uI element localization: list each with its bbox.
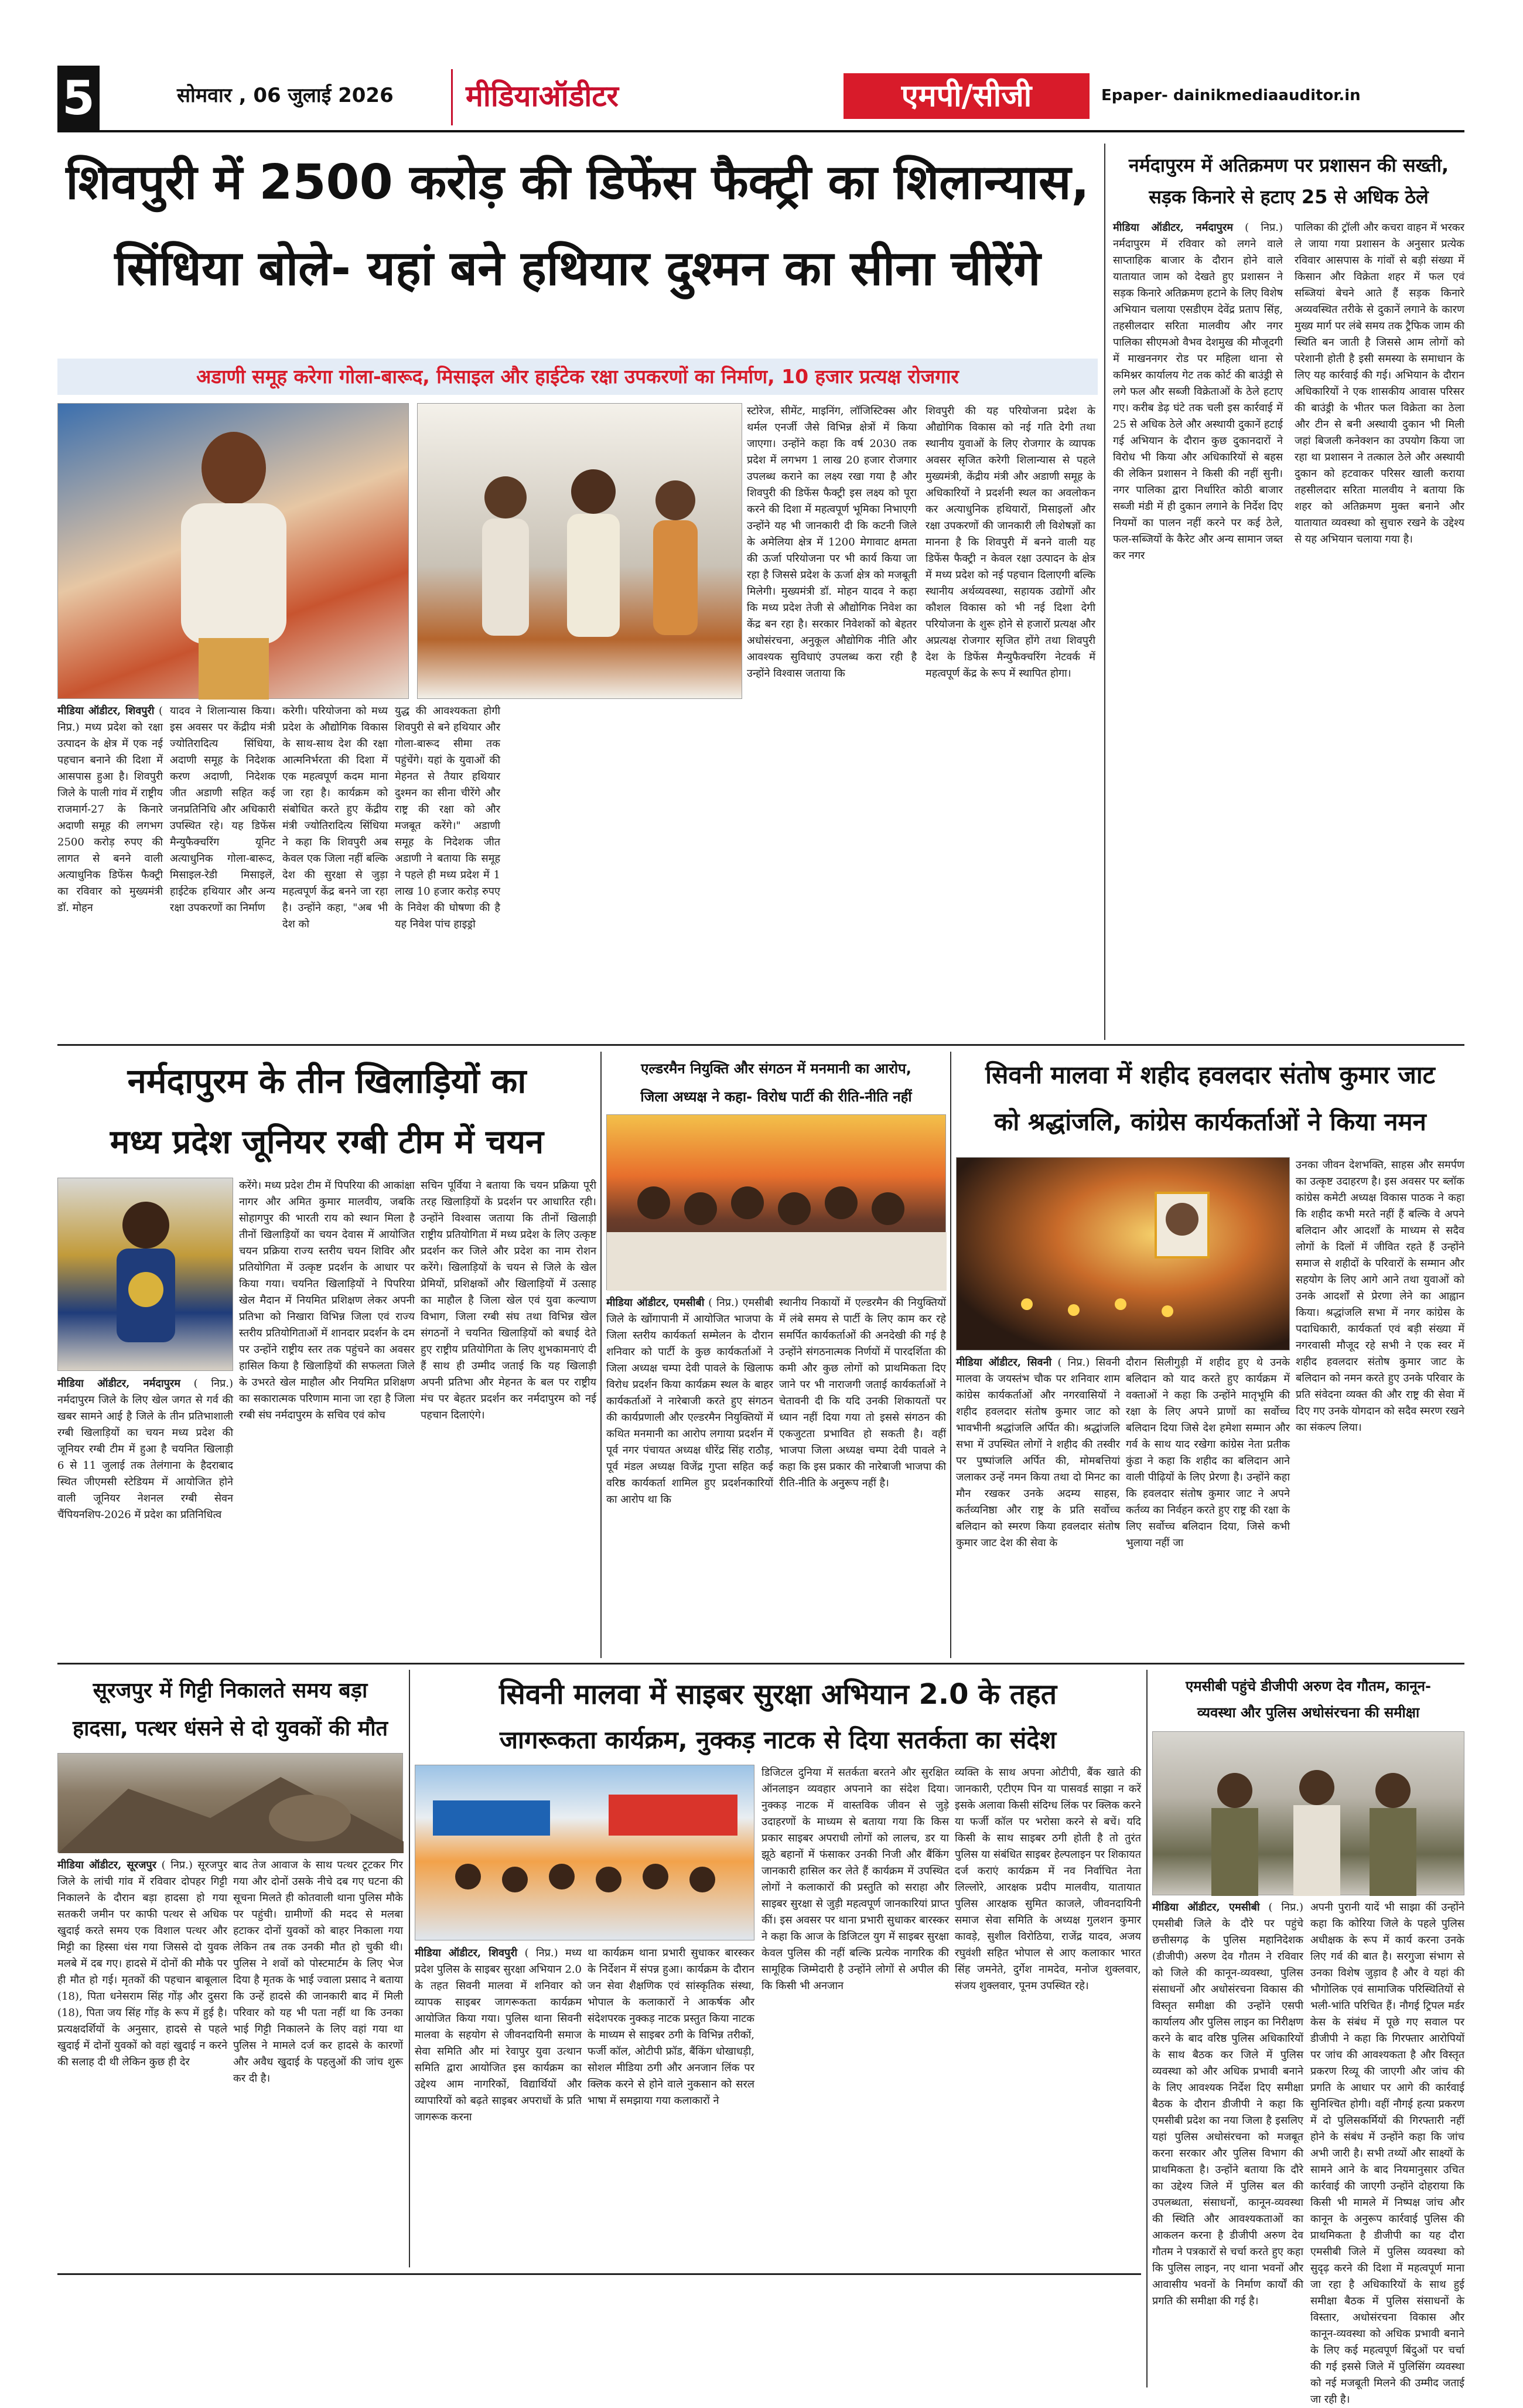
mcb-byline: मीडिया ऑडीटर, एमसीबी bbox=[1152, 1901, 1260, 1914]
cyber-text-1: ( निप्र.) मध्य प्रदेश पुलिस के साइबर सुरक्षा अभियान 2.0 के तहत सिवनी मालवा में शनिवार को व्यापक साइबर जागरूकता कार्यक्रम आयोजित किया गया। पुलिस थाना सिवनी मालवा के सहयोग से जीवनदायिनी समाज सेवा समिति और मां रेवापुर युवा उत्थान समिति द्वारा आयोजित इस कार्यक्रम का उद्देश्य आम नागरिकों, विद्यार्थियों और व्यापारियों को बढ़ते साइबर अपराधों के प्रति जागरूक करना bbox=[415, 1947, 582, 2123]
lead-body-col4: युद्ध की आवश्यकता होगी शिवपुरी से बने हथियार और गोला-बारूद सीमा तक पहुंचेंगे। यहां के युवाओं की मेहनत से तैयार हथियार दुश्मन का सीना चीरेंगे और राष्ट्र की रक्षा को और मजबूत करेंगे।" अडाणी समूह के निदेशक जीत अडाणी ने बताया कि समूह ने पहले ही मध्य प्रदेश में 1 लाख 10 हजार करोड़ रुपए के निवेश की घोषणा की है यह निवेश पांच हाइड्रो bbox=[395, 705, 500, 930]
rugby-body-col2: करेंगे। मध्य प्रदेश टीम में पिपरिया की आकांक्षा नागर और अमित कुमार मालवीय, जबकि सोहागपुर की भारती राय को स्थान मिला है तीनों खिलाड़ियों का चयन देवास में आयोजित चयन प्रक्रिया राज्य स्तरीय चयन शिविर और प्रतियोगिता में उत्कृष्ट प्रदर्शन के आधार पर किया गया। चयनित खिलाड़ियों ने पिपरिया खेल मैदान में नियमित प्रशिक्षण लेकर अपनी प्रतिभा को निखारा विभिन्न जिला एवं राज्य स्तरीय प्रतियोगिताओं में शानदार प्रदर्शन के दम पर उन्होंने राष्ट्रीय स्तर तक पहुंचने का अवसर हासिल किया है खिलाड़ियों की सफलता जिले के उभरते खेल माहौल और नियमित प्रशिक्षण का सकारात्मक परिणाम माना जा रहा है जिला रग्बी संघ नर्मदापुरम के सचिव एवं कोच bbox=[239, 1179, 415, 1421]
lead-text-1: ( निप्र.) मध्य प्रदेश को रक्षा उत्पादन के क्षेत्र में एक नई पहचान बनाने की दिशा में आसपास हुआ है। शिवपुरी जिले के पाली गांव में राष्ट्रीय राजमार्ग-27 के किनारे अदाणी समूह की लगभग 2500 करोड़ रुपए की लागत से बनने वाली अत्याधुनिक डिफेंस फैक्ट्री का रविवार को मुख्यमंत्री डॉ. मोहन bbox=[57, 705, 163, 914]
narmadapuram-body-col2: पालिका की ट्रॉली और कचरा वाहन में भरकर ले जाया गया प्रशासन के अनुसार प्रत्येक रविवार आसपास के गांवों से बड़ी संख्या में किसान और विक्रेता शहर में फल एवं सब्जियां बेचने आते हैं सड़क किनारे अव्यवस्थित तरीके से दुकानें लगाने के कारण मुख्य मार्ग पर लंबे समय तक ट्रैफिक जाम की स्थिति बन जाती है जिससे आम लोगों को परेशानी होती है इसी समस्या के समाधान के लिए यह कार्रवाई की गई। अभियान के दौरान अधिकारियों ने एक शासकीय आवास परिसर की बाउंड्री के भीतर फल विक्रेता का ठेला और टीन से बनी अस्थायी दुकान भी मिली जहां बिजली कनेक्शन का उपयोग किया जा रहा था प्रशासन ने तत्काल ठेले और अस्थायी दुकान को हटवाकर परिसर खाली कराया तहसीलदार सरिता मालवीय ने बताया कि शहर को अतिक्रमण मुक्त बनाने और यातायात व्यवस्था को सुचारु रखने के उद्देश्य से यह अभियान चलाया गया है। bbox=[1295, 221, 1464, 545]
elderman-photo bbox=[606, 1114, 946, 1290]
section-rule-1 bbox=[57, 1044, 1464, 1046]
crowd-figure-icon bbox=[418, 404, 743, 700]
rugby-byline: मीडिया ऑडीटर, नर्मदापुरम bbox=[57, 1377, 180, 1390]
column-divider bbox=[1146, 1670, 1148, 2387]
rugby-headline-line2: मध्य प्रदेश जूनियर रग्बी टीम में चयन bbox=[110, 1123, 544, 1161]
lead-body-col3: करेगी। परियोजना को मध्य प्रदेश के औद्योगिक विकास के साथ-साथ देश की रक्षा आत्मनिर्भरता की दिशा में एक महत्वपूर्ण कदम माना जा रहा है। कार्यक्रम को संबोधित करते हुए केंद्रीय मंत्री ज्योतिरादित्य सिंधिया ने कहा कि शिवपुरी अब केवल एक जिला नहीं बल्कि देश की सुरक्षा से जुड़ा महत्वपूर्ण केंद्र बनने जा रहा है। उन्होंने कहा, "अब भी देश को bbox=[282, 705, 388, 930]
narmadapuram-body-col1 bbox=[1113, 220, 1283, 1040]
lead-headline-line1: शिवपुरी में 2500 करोड़ की डिफेंस फैक्ट्री का शिलान्यास, bbox=[66, 155, 1090, 210]
rugby-body-col3: सचिन पूर्विया ने बताया कि चयन प्रक्रिया पूरी तरह खिलाड़ियों के प्रदर्शन पर आधारित रही। उन्होंने विश्वास जताया कि तीनों खिलाड़ी राष्ट्रीय प्रतियोगिता में मध्य प्रदेश के लिए उत्कृष्ट प्रदर्शन कर जिले और प्रदेश का नाम रोशन करेंगे। खिलाड़ियों के चयन से जिले के खेल प्रेमियों, प्रशिक्षकों और खिलाड़ियों में उत्साह का माहौल है जिला खेल एवं युवा कल्याण विभाग, जिला रग्बी संघ तथा विभिन्न खेल संगठनों ने चयनित खिलाड़ियों को बधाई देते हुए राष्ट्रीय प्रतियोगिता के लिए शुभकामनाएं दी हैं साथ ही उम्मीद जताई कि यह खिलाड़ी अपनी प्रतिभा और मेहनत के बल पर राष्ट्रीय मंच पर बेहतर प्रदर्शन कर नर्मदापुरम को नई पहचान दिलाएंगे। bbox=[421, 1179, 596, 1421]
mcb-body-col2: अपनी पुरानी यादें भी साझा कीं उन्होंने कहा कि कोरिया जिले के पहले पुलिस अधीक्षक के रूप में कार्य करना उनके लिए गर्व की बात है। सरगुजा संभाग से उनका विशेष जुड़ाव है और वे यहां की भौगोलिक एवं सामाजिक परिस्थितियों से भली-भांति परिचित हैं। नौगई ट्रिपल मर्डर केस के संबंध में पूछे गए सवाल पर डीजीपी ने कहा कि गिरफ्तार आरोपियों पर जांच की आवश्यकता है और विस्तृत प्रकरण रिव्यू की जाएगी और जांच की प्रगति के आधार पर आगे की कार्रवाई सुनिश्चित होगी। वहीं नौगई हत्या प्रकरण में दो पुलिसकर्मियों की गिरफ्तारी नहीं होने के संबंध में उन्होंने कहा कि जांच अभी जारी है। सभी तथ्यों और साक्ष्यों के सामने आने के बाद नियमानुसार उचित कार्रवाई की जाएगी उन्होंने दोहराया कि किसी भी मामले में निष्पक्ष जांच और कानून के अनुरूप कार्रवाई पुलिस की प्राथमिकता है डीजीपी का यह दौरा एमसीबी जिले में पुलिस व्यवस्था को सुदृढ़ करने की दिशा में महत्वपूर्ण माना जा रहा है अधिकारियों के साथ हुई समीक्षा बैठक में पुलिस संसाधनों के विस्तार, अधोसंरचना विकास और कानून-व्यवस्था को अधिक प्रभावी बनाने के लिए कई महत्वपूर्ण बिंदुओं पर चर्चा की गई इससे जिले में पुलिसिंग व्यवस्था को नई मजबूती मिलने की उम्मीद जताई जा रही है। bbox=[1310, 1901, 1464, 2406]
brand-logo: मीडियाऑडीटर bbox=[466, 79, 619, 113]
lead-body-col1 bbox=[57, 703, 163, 1043]
santosh-candle-photo bbox=[956, 1157, 1290, 1350]
lead-photo-left bbox=[57, 403, 409, 699]
surajpur-text-1: ( निप्र.) सूरजपुर जिले के लांची गांव में रविवार दोपहर गिट्टी निकालने के दौरान बड़ा हादसा हो गया सतकरी जमीन पर काफी पत्थर से अधिक खुदाई करते समय एक विशाल पत्थर और मिट्टी का हिस्सा धंस गया जिससे दो युवक मलबे में दब गए। हादसे में दोनों की मौके पर ही मौत हो गई। मृतकों की पहचान बाबूलाल (18), पिता धनेसराम सिंह गोंड़ और दुसरा (18), पिता जय सिंह गोंड़ के रूप में हुई है। प्रत्यक्षदर्शियों के अनुसार, हादसे से पहले खुदाई में दोनों युवकों को वहां खुदाई न करने की सलाह दी थी लेकिन कुछ ही देर bbox=[57, 1859, 227, 2068]
trophy-icon bbox=[58, 1178, 234, 1372]
santosh-body-col3: उनका जीवन देशभक्ति, साहस और समर्पण का उत्कृष्ट उदाहरण है। इस अवसर पर ब्लॉक कांग्रेस कमेटी अध्यक्ष विकास पाठक ने कहा कि शहीद कभी मरते नहीं हैं बल्कि वे अपने बलिदान और आदर्शों के माध्यम से सदैव लोगों के दिलों में जीवित रहते हैं उन्होंने समाज से शहीदों के परिवारों के सम्मान और सहयोग के लिए आगे आने तथा युवाओं को उनके आदर्शों से प्रेरणा लेने का आह्वान किया। श्रद्धांजलि सभा में नगर कांग्रेस के पदाधिकारी, कार्यकर्ता एवं बड़ी संख्या में नगरवासी मौजूद रहे सभी ने एक स्वर में शहीद हवलदार संतोष कुमार जाट के बलिदान को नमन करते हुए उनके परिवार के प्रति संवेदना व्यक्त की और राष्ट्र की सेवा में दिए गए उनके योगदान को सदैव स्मरण रखने का संकल्प लिया। bbox=[1296, 1159, 1464, 1434]
lead-byline: मीडिया ऑडीटर, शिवपुरी bbox=[57, 705, 155, 717]
column-divider bbox=[950, 1052, 951, 1658]
crowd-figure-icon bbox=[415, 1765, 755, 1941]
surajpur-headline-line2: हादसा, पत्थर धंसने से दो युवकों की मौत bbox=[72, 1717, 388, 1741]
surajpur-body-col1 bbox=[57, 1857, 227, 2267]
column-divider bbox=[409, 1670, 410, 2267]
santosh-body-col1 bbox=[956, 1355, 1120, 1657]
surajpur-headline-line1: सूरजपुर में गिट्टी निकालते समय बड़ा bbox=[93, 1679, 368, 1703]
police-officers-icon bbox=[1153, 1732, 1465, 1896]
mcb-headline-line1: एमसीबी पहुंचे डीजीपी अरुण देव गौतम, कानून- bbox=[1186, 1678, 1431, 1694]
header-divider bbox=[451, 69, 453, 125]
rugby-text-1: ( निप्र.) नर्मदापुरम जिले के लिए खेल जगत से गर्व की खबर सामने आई है जिले के तीन प्रतिभाशाली रग्बी खिलाड़ियों का चयन मध्य प्रदेश की जूनियर रग्बी टीम में हुआ है चयनित खिलाड़ी 6 से 11 जुलाई तक तेलंगाना के हैदराबाद स्थित जीएमसी स्टेडियम में आयोजित होने वाली जूनियर नेशनल रग्बी सेवन चैंपियनशिप-2026 में प्रदेश का प्रतिनिधित्व bbox=[57, 1377, 233, 1521]
issue-date: सोमवार , 06 जुलाई 2026 bbox=[177, 84, 394, 107]
crowd-figure-icon bbox=[607, 1115, 947, 1291]
lead-body-col2: यादव ने शिलान्यास किया। इस अवसर पर केंद्रीय मंत्री ज्योतिरादित्य सिंधिया, अदाणी समूह के निदेशक करण अदाणी, निदेशक जीत अडाणी सहित कई जनप्रतिनिधि और अधिकारी उपस्थित रहे। यह डिफेंस मैन्युफैक्चरिंग यूनिट अत्याधुनिक गोला-बारूद, मिसाइल-रेडी मिसाइलें, हाईटेक हथियार और अन्य रक्षा उपकरणों का निर्माण bbox=[170, 705, 275, 914]
page-number: 5 bbox=[57, 66, 100, 131]
lead-deck: अडाणी समूह करेगा गोला-बारूद, मिसाइल और हाईटेक रक्षा उपकरणों का निर्माण, 10 हजार प्रत्यक्ष रोजगार bbox=[57, 359, 1098, 395]
narmadapuram-headline: नर्मदापुरम में अतिक्रमण पर प्रशासन की सख्ती, सड़क किनारे से हटाए 25 से अधिक ठेले bbox=[1128, 154, 1449, 208]
santosh-text-1: ( निप्र.) सिवनी मालवा के जयस्तंभ चौक पर शनिवार शाम कांग्रेस कार्यकर्ताओं और नगरवासियों ने शहीद हवलदार संतोष कुमार जाट को भावभीनी श्रद्धांजलि अर्पित की। श्रद्धांजलि सभा में उपस्थित लोगों ने शहीद की तस्वीर पर पुष्पांजलि अर्पित की, मोमबत्तियां जलाकर उन्हें नमन किया तथा दो मिनट का मौन रखकर उनके अदम्य साहस, कर्तव्यनिष्ठा और राष्ट्र के प्रति सर्वोच्च बलिदान को स्मरण किया हवलदार संतोष कुमार जाट देश की सेवा के bbox=[956, 1356, 1120, 1549]
surajpur-byline: मीडिया ऑडीटर, सूरजपुर bbox=[57, 1859, 157, 1871]
lead-headline-line2: सिंधिया बोले- यहां बने हथियार दुश्मन का सीना चीरेंगे bbox=[114, 241, 1041, 296]
elderman-text-1: ( निप्र.) एमसीबी जिले के खोंगापानी में आयोजित भाजपा के जिला स्तरीय कार्यकर्ता सम्मेलन के दौरान शनिवार को पार्टी के कुछ कार्यकर्ताओं ने जिला अध्यक्ष चम्पा देवी पावले के खिलाफ विरोध प्रदर्शन किया कार्यक्रम स्थल के बाहर कार्यकर्ताओं ने नारेबाजी करते हुए संगठन की कार्यप्रणाली और एल्डरमैन नियुक्तियों में कथित मनमानी का आरोप लगाया प्रदर्शन में पूर्व नगर पंचायत अध्यक्ष धीरेंद्र सिंह राठौड़, पूर्व मंडल अध्यक्ष विजेंद्र गुप्ता सहित कई वरिष्ठ कार्यकर्ता शामिल हुए प्रदर्शनकारियों का आरोप था कि bbox=[606, 1297, 773, 1506]
cyber-byline: मीडिया ऑडीटर, शिवपुरी bbox=[415, 1947, 518, 1959]
column-divider bbox=[600, 1052, 602, 1658]
surajpur-photo bbox=[57, 1753, 403, 1853]
cyber-headline-line1: सिवनी मालवा में साइबर सुरक्षा अभियान 2.0 के तहत bbox=[498, 1678, 1057, 1711]
cyber-body-col3: डिजिटल दुनिया में सतर्कता बरतने और सुरक्षित ऑनलाइन व्यवहार अपनाने का संदेश दिया। नुक्कड़ नाटक में वास्तविक जीवन से जुड़े उदाहरणों के माध्यम से बताया गया कि किस प्रकार साइबर अपराधी लोगों को लालच, डर या झूठे बहानों में फंसाकर उनकी निजी और बैंकिंग जानकारी हासिल कर लेते हैं कार्यक्रम में उपस्थित लोगों ने कलाकारों की प्रस्तुति को सराहा और साइबर सुरक्षा से जुड़ी महत्वपूर्ण जानकारियां प्राप्त कीं। इस अवसर पर थाना प्रभारी सुधाकर बारस्कर ने कहा कि आज के डिजिटल युग में साइबर सुरक्षा केवल पुलिस की नहीं बल्कि प्रत्येक नागरिक की सामूहिक जिम्मेदारी है उन्होंने लोगों से अपील की कि किसी भी अनजान bbox=[762, 1766, 949, 1992]
surajpur-body-col2: बाद तेज आवाज के साथ पत्थर टूटकर गिर गया और दोनों उसके नीचे दब गए घटना की सूचना मिलते ही कोतवाली थाना पुलिस मौके पर पहुंची। ग्रामीणों की मदद से मलबा हटाकर दोनों युवकों को बाहर निकाला गया लेकिन तब तक उनकी मौत हो चुकी थी। पुलिस ने शवों को पोस्टमार्टम के लिए भेज दिया है मृतक के भाई ज्वाला प्रसाद ने बताया कि उन्हें हादसे की जानकारी बाद में मिली परिवार को यह भी पता नहीं था कि उनका भाई गिट्टी निकालने के लिए वहां गया था पुलिस ने मामले दर्ज कर हादसे के कारणों और अवैध खुदाई के पहलुओं की जांच शुरू कर दी है। bbox=[233, 1859, 403, 2085]
mcb-photo bbox=[1152, 1731, 1464, 1895]
elderman-body-col2: स्थानीय निकायों में एल्डरमैन की नियुक्तियों में लंबे समय से पार्टी के लिए काम कर रहे समर्पित कार्यकर्ताओं की अनदेखी की गई है उन्होंने संगठनात्मक निर्णयों में पारदर्शिता की कमी और कुछ लोगों को प्राथमिकता दिए जाने पर भी नाराजगी जताई कार्यकर्ताओं ने चेतावनी दी कि यदि उनकी शिकायतों पर ध्यान नहीं दिया गया तो इससे संगठन की एकजुटता प्रभावित हो सकती है। वहीं भाजपा जिला अध्यक्ष चम्पा देवी पावले ने कहा कि इस प्रकार की नारेबाजी भाजपा की रीति-नीति के अनुरूप नहीं है। bbox=[779, 1297, 946, 1489]
rock-pile-icon bbox=[58, 1754, 404, 1853]
santosh-headline-line2: को श्रद्धांजलि, कांग्रेस कार्यकर्ताओं ने किया नमन bbox=[994, 1107, 1426, 1136]
narmadapuram-text-1: ( निप्र.) नर्मदापुरम में रविवार को लगने वाले साप्ताहिक बाजार के दौरान होने वाले यातायात जाम को देखते हुए प्रशासन ने सड़क किनारे अतिक्रमण हटाने के लिए विशेष अभियान चलाया एसडीएम देवेंद्र प्रताप सिंह, तहसीलदार सरिता मालवीय और नगर पालिका सीएमओ वैभव देशमुख की मौजूदगी में माखननगर रोड पर महिला थाना से कमिश्नर कार्यालय गेट तक कोर्ट की बाउंड्री से लगे फल और सब्जी विक्रेताओं के ठेले हटाए गए। करीब डेढ़ घंटे तक चली इस कार्रवाई में 25 से अधिक ठेले और अस्थायी दुकानें हटाई गई अभियान के दौरान कुछ दुकानदारों ने विरोध भी किया और अधिकारियों से बहस की लेकिन प्रशासन ने किसी की नहीं सुनी। नगर पालिका द्वारा निर्धारित कोठी बाजार सब्जी मंडी में ही दुकान लगाने के निर्देश दिए नियमों का पालन नहीं करने पर कई ठेले, फल-सब्जियों के कैरेट और अन्य सामान जब्त कर नगर bbox=[1113, 221, 1283, 562]
cyber-photo bbox=[415, 1765, 754, 1940]
lead-body-col6: शिवपुरी की यह परियोजना प्रदेश के औद्योगिक विकास को नई गति देगी तथा स्थानीय युवाओं के लिए रोजगार के व्यापक अवसर सृजित करेगी शिलान्यास से पहले मुख्यमंत्री, केंद्रीय मंत्री और अडाणी समूह के अधिकारियों ने प्रदर्शनी स्थल का अवलोकन कर अत्याधुनिक हथियारों, मिसाइलों और रक्षा उपकरणों की जानकारी ली विशेषज्ञों का मानना है कि शिवपुरी में बनने वाली यह डिफेंस फैक्ट्री न केवल रक्षा उत्पादन के क्षेत्र में मध्य प्रदेश को नई पहचान दिलाएगी बल्कि स्थानीय अर्थव्यवस्था, सहायक उद्योगों और कौशल विकास को भी नई दिशा देगी परियोजना के शुरू होने से हजारों प्रत्यक्ष और अप्रत्यक्ष रोजगार सृजित होंगे तथा शिवपुरी देश के डिफेंस मैन्युफैक्चरिंग नेटवर्क में महत्वपूर्ण केंद्र के रूप में स्थापित होगा। bbox=[926, 405, 1095, 680]
rugby-headline-line1: नर्मदापुरम के तीन खिलाड़ियों का bbox=[127, 1061, 527, 1101]
section-rule-3 bbox=[57, 2273, 1141, 2275]
elderman-headline-line1: एल्डरमैन नियुक्ति और संगठन में मनमानी का आरोप, bbox=[641, 1060, 911, 1077]
cyber-headline-line2: जागरूकता कार्यक्रम, नुक्कड़ नाटक से दिया सतर्कता का संदेश bbox=[499, 1725, 1057, 1754]
mcb-headline-line2: व्यवस्था और पुलिस अधोसंरचना की समीक्षा bbox=[1197, 1704, 1420, 1721]
lead-body-col5: स्टोरेज, सीमेंट, माइनिंग, लॉजिस्टिक्स और थर्मल एनर्जी जैसे विभिन्न क्षेत्रों में किया जाएगा। उन्होंने कहा कि वर्ष 2030 तक प्रदेश में लगभग 1 लाख 20 हजार रोजगार उपलब्ध कराने का लक्ष्य रखा गया है और शिवपुरी की डिफेंस फैक्ट्री इस लक्ष्य को पूरा करने की दिशा में महत्वपूर्ण भूमिका निभाएगी उन्होंने यह भी जानकारी दी कि कटनी जिले के अमेलिया क्षेत्र में 1200 मेगावाट क्षमता की ऊर्जा परियोजना पर भी कार्य किया जा रहा है जिससे प्रदेश के ऊर्जा क्षेत्र को मजबूती मिलेगी। मुख्यमंत्री डॉ. मोहन यादव ने कहा कि मध्य प्रदेश तेजी से औद्योगिक निवेश का केंद्र बन रहा है। सरकार निवेशकों को बेहतर अधोसंरचना, अनुकूल औद्योगिक नीति और आवश्यक सुविधाएं उपलब्ध करा रही है उन्होंने विश्वास जताया कि bbox=[747, 405, 917, 680]
rugby-body-col1 bbox=[57, 1376, 233, 1657]
mcb-text-1: ( निप्र.) एमसीबी जिले के दौरे पर पहुंचे छत्तीसगढ़ के पुलिस महानिदेशक (डीजीपी) अरुण देव गौतम ने रविवार को जिले की कानून-व्यवस्था, पुलिस संसाधनों और अधोसंरचना विकास की विस्तृत समीक्षा की उन्होंने एसपी कार्यालय और पुलिस लाइन का निरीक्षण करने के बाद वरिष्ठ पुलिस अधिकारियों के साथ बैठक कर जिले में पुलिस व्यवस्था को और अधिक प्रभावी बनाने के लिए आवश्यक निर्देश दिए समीक्षा बैठक के दौरान डीजीपी ने कहा कि एमसीबी प्रदेश का नया जिला है इसलिए यहां पुलिस अधोसंरचना को मजबूत करना सरकार और पुलिस विभाग की प्राथमिकता है। उन्होंने बताया कि दौरे का उद्देश्य जिले में पुलिस बल की उपलब्धता, संसाधनों, कानून-व्यवस्था की स्थिति और आवश्यकताओं का आकलन करना है डीजीपी अरुण देव गौतम ने पत्रकारों से चर्चा करते हुए कहा कि पुलिस लाइन, नए थाना भवनों और आवासीय भवनों के निर्माण कार्यों की प्रगति की समीक्षा की गई है। bbox=[1152, 1901, 1303, 2307]
page-header bbox=[0, 0, 1523, 135]
elderman-headline-line2: जिला अध्यक्ष ने कहा- विरोध पार्टी की रीति-नीति नहीं bbox=[640, 1089, 912, 1105]
rugby-player-photo bbox=[57, 1178, 233, 1371]
narmadapuram-byline: मीडिया ऑडीटर, नर्मदापुरम bbox=[1113, 221, 1233, 234]
candle-icon bbox=[957, 1158, 1290, 1351]
cyber-body-col2: था कार्यक्रम थाना प्रभारी सुधाकर बारस्कर के निर्देशन में संपन्न हुआ। कार्यक्रम के दौरान जन सेवा शैक्षणिक एवं सांस्कृतिक संस्था, भोपाल के कलाकारों ने आकर्षक और संदेशपरक नुक्कड़ नाटक प्रस्तुत किया नाटक के माध्यम से साइबर ठगी के विभिन्न तरीकों, फर्जी कॉल, ओटीपी फ्रॉड, बैंकिंग धोखाधड़ी, सोशल मीडिया ठगी और अनजान लिंक पर क्लिक करने से होने वाले नुकसान को सरल भाषा में समझाया गया कलाकारों ने bbox=[588, 1947, 754, 2107]
speaker-figure-icon bbox=[58, 404, 409, 700]
elderman-byline: मीडिया ऑडीटर, एमसीबी bbox=[606, 1297, 705, 1309]
santosh-headline-line1: सिवनी मालवा में शहीद हवलदार संतोष कुमार जाट bbox=[985, 1060, 1435, 1089]
lead-photo-right bbox=[417, 403, 742, 699]
section-banner: एमपी/सीजी bbox=[844, 73, 1090, 119]
santosh-byline: मीडिया ऑडीटर, सिवनी bbox=[956, 1356, 1052, 1369]
header-rule bbox=[57, 130, 1464, 132]
mcb-body-col1 bbox=[1152, 1899, 1303, 2386]
cyber-body-col1 bbox=[415, 1945, 582, 2267]
column-divider bbox=[1104, 144, 1105, 1040]
elderman-body-col1 bbox=[606, 1295, 773, 1657]
cyber-body-col4: व्यक्ति के साथ अपना ओटीपी, बैंक खाते की जानकारी, एटीएम पिन या पासवर्ड साझा न करें इसके अलावा किसी संदिग्ध लिंक पर क्लिक करने या फर्जी कॉल पर भरोसा करने से बचें। यदि किसी के साथ साइबर ठगी होती है तो तुरंत पुलिस या संबंधित साइबर हेल्पलाइन पर शिकायत दर्ज कराएं कार्यक्रम में नव निर्वाचित नेता लिल्लोरे, आरक्षक प्रदीप मालवीय, यातायात पुलिस आरक्षक सुमित काजले, जीवनदायिनी समाज सेवा समिति के अध्यक्ष गुलशन कुमार कावड़े, सुशील विरोठिया, राजेंद्र यादव, अजय रघुवंशी सहित भोपाल से आए कलाकार भारत सिंह जमनेते, दुर्गेश नामदेव, मनोज शुक्लवार, संजय शुक्लवार, पूनम उपस्थित रहे। bbox=[955, 1766, 1141, 1992]
santosh-body-col2: दौरान सिलीगुड़ी में शहीद हुए थे उनके बलिदान को याद करते हुए कार्यक्रम में वक्ताओं ने कहा कि उन्होंने मातृभूमि की रक्षा के लिए अपने प्राणों का सर्वोच्च बलिदान दिया जिसे देश हमेशा सम्मान और गर्व के साथ याद रखेगा कांग्रेस नेता प्रतीक कुंडा ने कहा कि शहीद का बलिदान आने वाली पीढ़ियों के लिए प्रेरणा है। उन्होंने कहा कि हवलदार संतोष कुमार जाट ने अपने कर्तव्य का निर्वहन करते हुए राष्ट्र की रक्षा के लिए सर्वोच्च बलिदान दिया, जिसे कभी भुलाया नहीं जा bbox=[1126, 1356, 1290, 1549]
section-rule-2 bbox=[57, 1663, 1464, 1665]
epaper-link[interactable]: Epaper- dainikmediaauditor.in bbox=[1101, 87, 1361, 104]
